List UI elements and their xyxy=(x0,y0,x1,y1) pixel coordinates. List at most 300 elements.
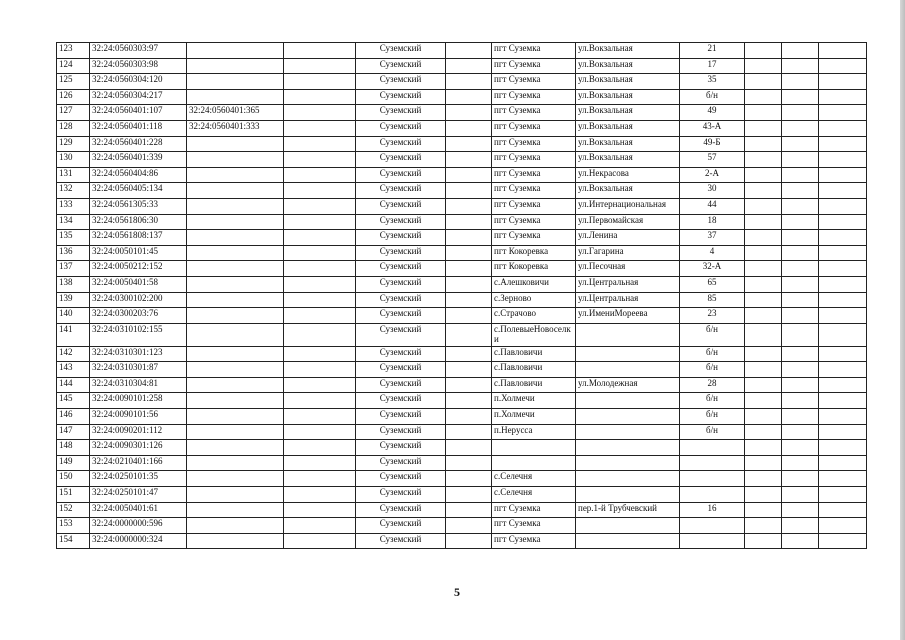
locality-cell: пгт Суземка xyxy=(492,518,576,534)
empty-cell xyxy=(446,362,492,378)
empty-cell xyxy=(446,43,492,59)
row-number-cell: 142 xyxy=(57,346,90,362)
empty-cell xyxy=(745,276,782,292)
cadastral-number-cell: 32:24:0560304:217 xyxy=(90,89,187,105)
empty-cell xyxy=(284,58,356,74)
street-cell xyxy=(576,518,680,534)
street-cell xyxy=(576,409,680,425)
empty-cell xyxy=(782,346,819,362)
cadastral-number-cell: 32:24:0300203:76 xyxy=(90,308,187,324)
row-number-cell: 153 xyxy=(57,518,90,534)
empty-cell xyxy=(819,409,867,425)
district-cell: Суземский xyxy=(356,455,446,471)
empty-cell xyxy=(446,502,492,518)
table-row xyxy=(57,424,867,440)
table-row xyxy=(57,440,867,456)
table-body xyxy=(57,43,867,549)
cadastral-number-cell: 32:24:0300102:200 xyxy=(90,292,187,308)
locality-cell: пгт Кокоревка xyxy=(492,261,576,277)
cadastral-number-cell: 32:24:0310102:155 xyxy=(90,323,187,346)
locality-cell: с.Павловичи xyxy=(492,362,576,378)
empty-cell xyxy=(745,323,782,346)
house-number-cell: 23 xyxy=(680,308,745,324)
empty-cell xyxy=(782,230,819,246)
district-cell: Суземский xyxy=(356,424,446,440)
empty-cell xyxy=(745,362,782,378)
secondary-cadastral-number-cell xyxy=(187,43,284,59)
empty-cell xyxy=(782,409,819,425)
cadastral-number-cell: 32:24:0090201:112 xyxy=(90,424,187,440)
empty-cell xyxy=(284,152,356,168)
secondary-cadastral-number-cell xyxy=(187,377,284,393)
row-number-cell: 152 xyxy=(57,502,90,518)
locality-cell: с.Селечня xyxy=(492,471,576,487)
row-number-cell: 124 xyxy=(57,58,90,74)
table-row xyxy=(57,152,867,168)
secondary-cadastral-number-cell xyxy=(187,323,284,346)
empty-cell xyxy=(782,487,819,503)
empty-cell xyxy=(782,58,819,74)
empty-cell xyxy=(284,261,356,277)
locality-cell: п.Холмечи xyxy=(492,409,576,425)
cadastral-number-cell: 32:24:0210401:166 xyxy=(90,455,187,471)
cadastral-number-cell: 32:24:0560401:339 xyxy=(90,152,187,168)
empty-cell xyxy=(284,183,356,199)
table-row xyxy=(57,74,867,90)
house-number-cell: 32-А xyxy=(680,261,745,277)
empty-cell xyxy=(745,424,782,440)
secondary-cadastral-number-cell xyxy=(187,152,284,168)
secondary-cadastral-number-cell xyxy=(187,276,284,292)
empty-cell xyxy=(284,308,356,324)
locality-cell: с.Алешковичи xyxy=(492,276,576,292)
empty-cell xyxy=(284,487,356,503)
cadastral-number-cell: 32:24:0090301:126 xyxy=(90,440,187,456)
row-number-cell: 127 xyxy=(57,105,90,121)
secondary-cadastral-number-cell xyxy=(187,89,284,105)
empty-cell xyxy=(819,455,867,471)
house-number-cell: 21 xyxy=(680,43,745,59)
empty-cell xyxy=(745,89,782,105)
house-number-cell: б/н xyxy=(680,409,745,425)
empty-cell xyxy=(446,89,492,105)
row-number-cell: 149 xyxy=(57,455,90,471)
district-cell: Суземский xyxy=(356,198,446,214)
street-cell: ул.ИмениМореева xyxy=(576,308,680,324)
empty-cell xyxy=(782,152,819,168)
empty-cell xyxy=(284,230,356,246)
table-row xyxy=(57,167,867,183)
empty-cell xyxy=(446,487,492,503)
house-number-cell: 85 xyxy=(680,292,745,308)
cadastral-number-cell: 32:24:0050401:61 xyxy=(90,502,187,518)
row-number-cell: 148 xyxy=(57,440,90,456)
house-number-cell: 35 xyxy=(680,74,745,90)
empty-cell xyxy=(284,74,356,90)
empty-cell xyxy=(446,58,492,74)
secondary-cadastral-number-cell xyxy=(187,362,284,378)
district-cell: Суземский xyxy=(356,230,446,246)
cadastral-number-cell: 32:24:0050212:152 xyxy=(90,261,187,277)
house-number-cell xyxy=(680,471,745,487)
locality-cell: пгт Суземка xyxy=(492,167,576,183)
district-cell: Суземский xyxy=(356,152,446,168)
street-cell: ул.Центральная xyxy=(576,276,680,292)
row-number-cell: 134 xyxy=(57,214,90,230)
table-row xyxy=(57,183,867,199)
empty-cell xyxy=(782,292,819,308)
district-cell: Суземский xyxy=(356,362,446,378)
registry-table xyxy=(56,42,867,549)
street-cell xyxy=(576,487,680,503)
table-row xyxy=(57,198,867,214)
table-row xyxy=(57,502,867,518)
table-row xyxy=(57,136,867,152)
street-cell: ул.Первомайская xyxy=(576,214,680,230)
row-number-cell: 138 xyxy=(57,276,90,292)
table-row xyxy=(57,362,867,378)
cadastral-number-cell: 32:24:0250101:47 xyxy=(90,487,187,503)
street-cell: ул.Вокзальная xyxy=(576,152,680,168)
row-number-cell: 147 xyxy=(57,424,90,440)
street-cell: ул.Песочная xyxy=(576,261,680,277)
empty-cell xyxy=(819,533,867,549)
empty-cell xyxy=(745,409,782,425)
empty-cell xyxy=(284,409,356,425)
empty-cell xyxy=(782,261,819,277)
empty-cell xyxy=(819,424,867,440)
street-cell: ул.Вокзальная xyxy=(576,136,680,152)
empty-cell xyxy=(782,43,819,59)
district-cell: Суземский xyxy=(356,214,446,230)
district-cell: Суземский xyxy=(356,377,446,393)
house-number-cell: 44 xyxy=(680,198,745,214)
row-number-cell: 144 xyxy=(57,377,90,393)
row-number-cell: 125 xyxy=(57,74,90,90)
district-cell: Суземский xyxy=(356,167,446,183)
empty-cell xyxy=(819,362,867,378)
secondary-cadastral-number-cell xyxy=(187,183,284,199)
district-cell: Суземский xyxy=(356,105,446,121)
row-number-cell: 132 xyxy=(57,183,90,199)
table-row xyxy=(57,214,867,230)
row-number-cell: 126 xyxy=(57,89,90,105)
empty-cell xyxy=(446,183,492,199)
cadastral-number-cell: 32:24:0561305:33 xyxy=(90,198,187,214)
cadastral-number-cell: 32:24:0050401:58 xyxy=(90,276,187,292)
empty-cell xyxy=(284,346,356,362)
empty-cell xyxy=(819,471,867,487)
empty-cell xyxy=(782,471,819,487)
empty-cell xyxy=(284,276,356,292)
street-cell: ул.Вокзальная xyxy=(576,58,680,74)
empty-cell xyxy=(819,487,867,503)
empty-cell xyxy=(745,74,782,90)
locality-cell xyxy=(492,440,576,456)
table-row xyxy=(57,245,867,261)
secondary-cadastral-number-cell xyxy=(187,58,284,74)
empty-cell xyxy=(782,120,819,136)
secondary-cadastral-number-cell xyxy=(187,198,284,214)
row-number-cell: 135 xyxy=(57,230,90,246)
secondary-cadastral-number-cell xyxy=(187,393,284,409)
empty-cell xyxy=(446,261,492,277)
row-number-cell: 141 xyxy=(57,323,90,346)
secondary-cadastral-number-cell xyxy=(187,440,284,456)
empty-cell xyxy=(446,105,492,121)
empty-cell xyxy=(819,89,867,105)
empty-cell xyxy=(284,198,356,214)
cadastral-number-cell: 32:24:0560401:118 xyxy=(90,120,187,136)
empty-cell xyxy=(745,183,782,199)
empty-cell xyxy=(745,167,782,183)
empty-cell xyxy=(745,245,782,261)
cadastral-number-cell: 32:24:0561808:137 xyxy=(90,230,187,246)
secondary-cadastral-number-cell xyxy=(187,230,284,246)
empty-cell xyxy=(745,43,782,59)
row-number-cell: 128 xyxy=(57,120,90,136)
row-number-cell: 129 xyxy=(57,136,90,152)
secondary-cadastral-number-cell xyxy=(187,424,284,440)
locality-cell: с.Страчово xyxy=(492,308,576,324)
empty-cell xyxy=(745,58,782,74)
locality-cell: с.Павловичи xyxy=(492,377,576,393)
locality-cell: с.ПолевыеНовоселки xyxy=(492,323,576,346)
locality-cell: пгт Суземка xyxy=(492,502,576,518)
cadastral-number-cell: 32:24:0560405:134 xyxy=(90,183,187,199)
street-cell: ул.Вокзальная xyxy=(576,183,680,199)
empty-cell xyxy=(446,245,492,261)
table-row xyxy=(57,346,867,362)
empty-cell xyxy=(782,393,819,409)
house-number-cell: б/н xyxy=(680,89,745,105)
district-cell: Суземский xyxy=(356,487,446,503)
table-row xyxy=(57,409,867,425)
locality-cell: пгт Суземка xyxy=(492,230,576,246)
row-number-cell: 139 xyxy=(57,292,90,308)
street-cell xyxy=(576,362,680,378)
house-number-cell: 43-А xyxy=(680,120,745,136)
empty-cell xyxy=(819,214,867,230)
table-row xyxy=(57,487,867,503)
table-row xyxy=(57,120,867,136)
empty-cell xyxy=(284,393,356,409)
secondary-cadastral-number-cell xyxy=(187,74,284,90)
cadastral-number-cell: 32:24:0560303:98 xyxy=(90,58,187,74)
table-row xyxy=(57,261,867,277)
locality-cell: пгт Суземка xyxy=(492,183,576,199)
table-row xyxy=(57,230,867,246)
secondary-cadastral-number-cell xyxy=(187,214,284,230)
secondary-cadastral-number-cell xyxy=(187,308,284,324)
table-row xyxy=(57,58,867,74)
empty-cell xyxy=(745,377,782,393)
locality-cell: с.Селечня xyxy=(492,487,576,503)
empty-cell xyxy=(782,440,819,456)
table-row xyxy=(57,323,867,346)
empty-cell xyxy=(446,276,492,292)
empty-cell xyxy=(819,74,867,90)
empty-cell xyxy=(819,346,867,362)
empty-cell xyxy=(782,308,819,324)
empty-cell xyxy=(284,323,356,346)
row-number-cell: 143 xyxy=(57,362,90,378)
house-number-cell: 49 xyxy=(680,105,745,121)
secondary-cadastral-number-cell xyxy=(187,455,284,471)
empty-cell xyxy=(446,152,492,168)
house-number-cell: 57 xyxy=(680,152,745,168)
empty-cell xyxy=(284,292,356,308)
empty-cell xyxy=(745,292,782,308)
locality-cell: пгт Кокоревка xyxy=(492,245,576,261)
empty-cell xyxy=(745,393,782,409)
empty-cell xyxy=(284,136,356,152)
empty-cell xyxy=(446,440,492,456)
street-cell xyxy=(576,424,680,440)
district-cell: Суземский xyxy=(356,74,446,90)
empty-cell xyxy=(819,167,867,183)
row-number-cell: 131 xyxy=(57,167,90,183)
empty-cell xyxy=(446,471,492,487)
secondary-cadastral-number-cell xyxy=(187,409,284,425)
district-cell: Суземский xyxy=(356,261,446,277)
table-row xyxy=(57,455,867,471)
empty-cell xyxy=(284,502,356,518)
empty-cell xyxy=(782,89,819,105)
empty-cell xyxy=(284,245,356,261)
empty-cell xyxy=(284,455,356,471)
district-cell: Суземский xyxy=(356,393,446,409)
locality-cell: с.Зерново xyxy=(492,292,576,308)
row-number-cell: 145 xyxy=(57,393,90,409)
district-cell: Суземский xyxy=(356,43,446,59)
empty-cell xyxy=(446,455,492,471)
empty-cell xyxy=(819,292,867,308)
empty-cell xyxy=(745,214,782,230)
street-cell xyxy=(576,393,680,409)
table-row xyxy=(57,471,867,487)
empty-cell xyxy=(446,409,492,425)
empty-cell xyxy=(782,533,819,549)
empty-cell xyxy=(284,362,356,378)
empty-cell xyxy=(819,58,867,74)
cadastral-number-cell: 32:24:0000000:596 xyxy=(90,518,187,534)
locality-cell: пгт Суземка xyxy=(492,89,576,105)
empty-cell xyxy=(284,440,356,456)
locality-cell: пгт Суземка xyxy=(492,43,576,59)
district-cell: Суземский xyxy=(356,89,446,105)
street-cell: ул.Вокзальная xyxy=(576,43,680,59)
row-number-cell: 154 xyxy=(57,533,90,549)
house-number-cell xyxy=(680,440,745,456)
empty-cell xyxy=(819,440,867,456)
locality-cell xyxy=(492,455,576,471)
house-number-cell: 4 xyxy=(680,245,745,261)
district-cell: Суземский xyxy=(356,136,446,152)
empty-cell xyxy=(446,377,492,393)
empty-cell xyxy=(745,346,782,362)
empty-cell xyxy=(819,183,867,199)
house-number-cell: б/н xyxy=(680,323,745,346)
locality-cell: пгт Суземка xyxy=(492,533,576,549)
locality-cell: с.Павловичи xyxy=(492,346,576,362)
empty-cell xyxy=(782,276,819,292)
house-number-cell: 16 xyxy=(680,502,745,518)
empty-cell xyxy=(782,455,819,471)
page-number: 5 xyxy=(454,585,460,599)
street-cell: ул.Интернациональная xyxy=(576,198,680,214)
empty-cell xyxy=(446,533,492,549)
locality-cell: пгт Суземка xyxy=(492,120,576,136)
empty-cell xyxy=(745,152,782,168)
locality-cell: пгт Суземка xyxy=(492,136,576,152)
empty-cell xyxy=(782,377,819,393)
street-cell xyxy=(576,323,680,346)
house-number-cell: 17 xyxy=(680,58,745,74)
empty-cell xyxy=(284,214,356,230)
row-number-cell: 130 xyxy=(57,152,90,168)
district-cell: Суземский xyxy=(356,276,446,292)
empty-cell xyxy=(819,393,867,409)
district-cell: Суземский xyxy=(356,245,446,261)
house-number-cell: 28 xyxy=(680,377,745,393)
street-cell: ул.Некрасова xyxy=(576,167,680,183)
district-cell: Суземский xyxy=(356,323,446,346)
empty-cell xyxy=(446,120,492,136)
empty-cell xyxy=(782,136,819,152)
secondary-cadastral-number-cell xyxy=(187,292,284,308)
empty-cell xyxy=(745,261,782,277)
empty-cell xyxy=(446,74,492,90)
empty-cell xyxy=(782,502,819,518)
empty-cell xyxy=(782,198,819,214)
empty-cell xyxy=(284,89,356,105)
row-number-cell: 137 xyxy=(57,261,90,277)
empty-cell xyxy=(819,377,867,393)
district-cell: Суземский xyxy=(356,518,446,534)
empty-cell xyxy=(819,502,867,518)
empty-cell xyxy=(446,198,492,214)
empty-cell xyxy=(782,323,819,346)
cadastral-number-cell: 32:24:0090101:56 xyxy=(90,409,187,425)
secondary-cadastral-number-cell xyxy=(187,502,284,518)
district-cell: Суземский xyxy=(356,292,446,308)
empty-cell xyxy=(819,276,867,292)
empty-cell xyxy=(284,471,356,487)
table-row xyxy=(57,43,867,59)
street-cell xyxy=(576,440,680,456)
empty-cell xyxy=(284,43,356,59)
row-number-cell: 140 xyxy=(57,308,90,324)
empty-cell xyxy=(446,393,492,409)
district-cell: Суземский xyxy=(356,120,446,136)
row-number-cell: 123 xyxy=(57,43,90,59)
cadastral-number-cell: 32:24:0000000:324 xyxy=(90,533,187,549)
cadastral-number-cell: 32:24:0090101:258 xyxy=(90,393,187,409)
secondary-cadastral-number-cell xyxy=(187,518,284,534)
house-number-cell xyxy=(680,518,745,534)
house-number-cell xyxy=(680,533,745,549)
empty-cell xyxy=(819,308,867,324)
locality-cell: пгт Суземка xyxy=(492,74,576,90)
empty-cell xyxy=(819,105,867,121)
district-cell: Суземский xyxy=(356,533,446,549)
cadastral-number-cell: 32:24:0560401:107 xyxy=(90,105,187,121)
cadastral-number-cell: 32:24:0310301:87 xyxy=(90,362,187,378)
house-number-cell: 65 xyxy=(680,276,745,292)
secondary-cadastral-number-cell xyxy=(187,245,284,261)
secondary-cadastral-number-cell: 32:24:0560401:333 xyxy=(187,120,284,136)
